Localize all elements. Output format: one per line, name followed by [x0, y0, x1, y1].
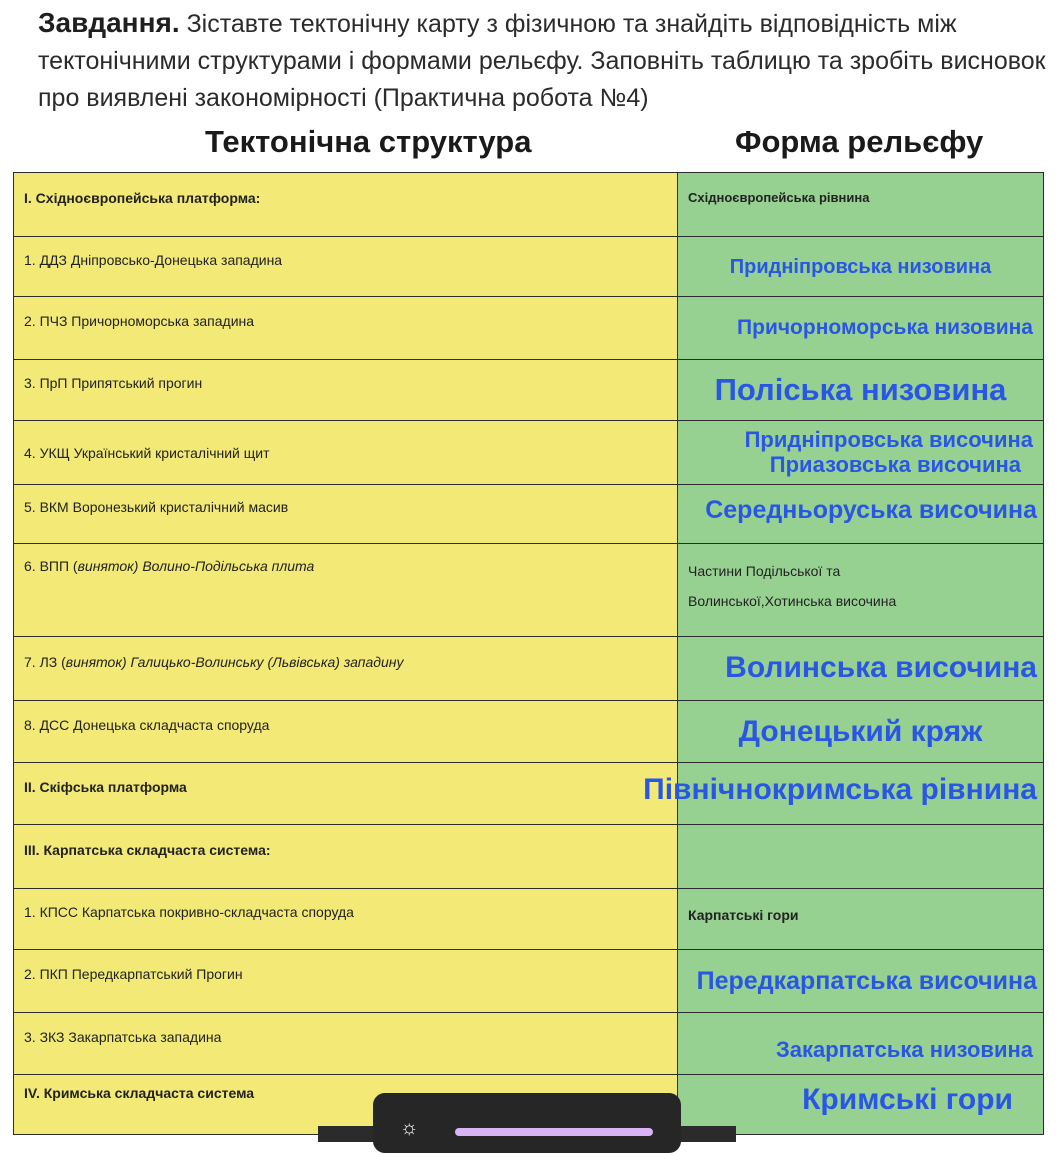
relief-cell: Середньоруська височина: [705, 496, 1037, 524]
relief-cell: Кримські гори: [802, 1083, 1013, 1116]
structure-cell: 2. ПЧЗ Причорноморська западина: [24, 313, 255, 329]
relief-cell: Поліська низовина: [714, 371, 1007, 407]
table-row: [14, 825, 1044, 889]
table-row: [14, 237, 1044, 297]
table-row: [14, 889, 1044, 950]
task-body: Зіставте тектонічну карту з фізичною та знайдіть відповідність між тектонічними структурами і формами рельєфу. Заповніть таблицю та зробіть висновок про виявлені закономірності (Практична робота №4): [38, 10, 1046, 112]
table-row: [14, 950, 1044, 1013]
relief-cell: Донецький кряж: [738, 715, 983, 748]
sun-icon: ☼: [400, 1117, 419, 1139]
brightness-panel[interactable]: [373, 1093, 681, 1153]
relief-cell: Волинська височина: [725, 651, 1037, 684]
relief-cell: Східноєвропейська рівнина: [688, 190, 870, 205]
table-row: [14, 421, 1044, 485]
table-row: [14, 637, 1044, 701]
structure-cell: II. Скіфська платформа: [24, 778, 187, 795]
relief-cell: Придніпровська височина: [744, 427, 1033, 453]
structure-cell: 3. ЗКЗ Закарпатська западина: [24, 1028, 222, 1045]
structure-cell: 1. ДДЗ Дніпровсько-Донецька западина: [24, 251, 283, 268]
structure-cell: 3. ПрП Припятський прогин: [24, 375, 203, 391]
relief-cell-second: Приазовська височина: [769, 451, 1021, 477]
structure-cell: 8. ДСС Донецька складчаста споруда: [24, 716, 270, 733]
structure-cell: 6. ВПП (виняток) Волино-Подільська плита: [24, 558, 315, 574]
structure-cell: 2. ПКП Передкарпатський Прогин: [24, 966, 243, 982]
relief-cell: Причорноморська низовина: [737, 316, 1033, 340]
structure-cell: 1. КПСС Карпатська покривно-складчаста споруда: [24, 904, 354, 920]
relief-cell: Передкарпатська височина: [696, 967, 1037, 995]
table-row: [14, 297, 1044, 360]
table-row: [14, 1013, 1044, 1075]
structure-cell: 4. УКЩ Український кристалічний щит: [24, 444, 270, 461]
relief-cell: Придніпровська низовина: [729, 255, 992, 278]
structure-cell: III. Карпатська складчаста система:: [24, 841, 271, 858]
header-relief: Форма рельєфу: [735, 124, 984, 159]
task-label: Завдання.: [38, 7, 180, 38]
table-row: [14, 763, 1044, 825]
relief-cell-second: Волинської,Хотинська височина: [688, 593, 897, 609]
header-structure: Тектонічна структура: [205, 124, 532, 159]
relief-cell: [678, 825, 1044, 889]
structure-cell: I. Східноєвропейська платформа:: [24, 189, 261, 206]
relief-cell: Закарпатська низовина: [775, 1037, 1033, 1063]
structure-cell: IV. Кримська складчаста система: [24, 1085, 255, 1101]
table-row: [14, 485, 1044, 544]
task-text: [38, 4, 1048, 117]
structure-cell: 5. ВКМ Воронезький кристалічний масив: [24, 499, 289, 515]
brightness-slider[interactable]: [455, 1128, 653, 1136]
structure-cell: 7. ЛЗ (виняток) Галицько-Волинську (Львівська) западину: [24, 653, 404, 670]
table-row: [14, 544, 1044, 637]
table-row: [14, 701, 1044, 763]
tectonic-table: [13, 172, 1044, 1135]
relief-cell: Північнокримська рівнина: [643, 773, 1037, 806]
table-row: [14, 173, 1044, 237]
relief-cell: Частини Подільської та: [688, 563, 841, 579]
table-row: [14, 360, 1044, 421]
relief-cell: Карпатські гори: [688, 907, 799, 923]
